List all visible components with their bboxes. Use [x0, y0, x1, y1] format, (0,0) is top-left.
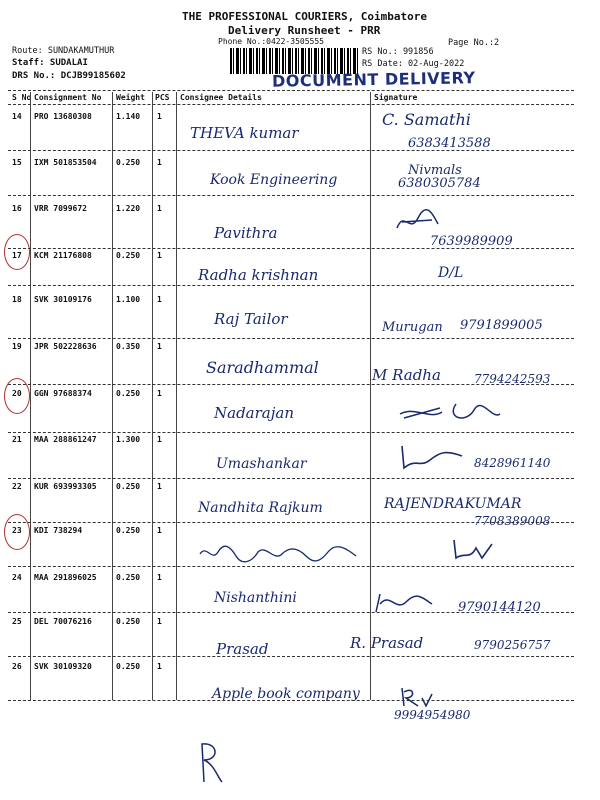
col-divider	[176, 92, 177, 700]
row-weight: 0.250	[116, 573, 141, 582]
row-pcs: 1	[157, 573, 162, 582]
row-pcs: 1	[157, 342, 162, 351]
row-weight: 0.250	[116, 617, 141, 626]
col-signature: Signature	[374, 93, 418, 102]
row-sno: 24	[12, 573, 22, 582]
signature: D/L	[438, 265, 464, 281]
receiver-phone: 8428961140	[474, 456, 551, 470]
header-separator	[8, 104, 574, 105]
row-sno: 23	[12, 526, 22, 535]
signature-scribble	[396, 438, 466, 474]
receiver-phone: 7794242593	[474, 372, 551, 386]
consignee-name: Nandhita Rajkum	[198, 500, 323, 516]
consignee-name: Saradhammal	[206, 358, 319, 377]
row-weight: 1.140	[116, 112, 141, 121]
row-weight: 0.250	[116, 158, 141, 167]
row-weight: 0.350	[116, 342, 141, 351]
page-number: Page No.:2	[448, 38, 500, 48]
route-label: Route: SUNDAKAMUTHUR	[12, 46, 115, 56]
consignee-handwriting-scribble	[196, 540, 366, 566]
drs-number: DRS No.: DCJB99185602	[12, 71, 126, 81]
signature: Nivmals	[408, 163, 462, 178]
row-weight: 1.300	[116, 435, 141, 444]
row-pcs: 1	[157, 251, 162, 260]
row-sno: 22	[12, 482, 22, 491]
consignee-name: THEVA kumar	[190, 124, 299, 142]
row-pcs: 1	[157, 435, 162, 444]
receiver-phone: 6380305784	[398, 176, 481, 191]
row-consignment: VRR 7099672	[34, 204, 87, 213]
consignee-name: Prasad	[216, 640, 269, 658]
signature: R. Prasad	[350, 634, 424, 652]
row-consignment: MAA 288861247	[34, 435, 97, 444]
row-pcs: 1	[157, 526, 162, 535]
row-sno: 19	[12, 342, 22, 351]
col-weight: Weight	[116, 93, 145, 102]
consignee-name: Radha krishnan	[198, 266, 319, 284]
row-separator	[8, 522, 574, 523]
row-consignment: SVK 30109176	[34, 295, 92, 304]
col-sno: S No	[12, 93, 32, 102]
row-consignment: PRO 13680308	[34, 112, 92, 121]
consignee-name: Nadarajan	[214, 404, 294, 422]
row-weight: 0.250	[116, 662, 141, 671]
row-pcs: 1	[157, 482, 162, 491]
document-delivery-stamp: DOCUMENT DELIVERY	[271, 68, 476, 91]
consignee-name: Nishanthini	[214, 590, 297, 606]
row-consignment: IXM 501853504	[34, 158, 97, 167]
row-weight: 0.250	[116, 389, 141, 398]
receiver-phone: 9994954980	[394, 708, 471, 722]
row-consignment: DEL 70076216	[34, 617, 92, 626]
row-separator	[8, 248, 574, 249]
row-pcs: 1	[157, 662, 162, 671]
row-sno: 17	[12, 251, 22, 260]
row-pcs: 1	[157, 617, 162, 626]
row-separator	[8, 285, 574, 286]
receiver-phone: 9791899005	[460, 318, 543, 333]
consignee-name: Pavithra	[214, 224, 278, 242]
table-top-line	[8, 90, 574, 91]
row-consignment: JPR 502228636	[34, 342, 97, 351]
consignee-name: Umashankar	[216, 456, 307, 472]
runsheet-title: Delivery Runsheet - PRR	[228, 24, 381, 37]
row-pcs: 1	[157, 389, 162, 398]
row-separator	[8, 612, 574, 613]
row-sno: 26	[12, 662, 22, 671]
row-consignment: KDI 738294	[34, 526, 83, 535]
rs-date: RS Date: 02-Aug-2022	[362, 59, 465, 69]
row-sno: 18	[12, 295, 22, 304]
row-weight: 0.250	[116, 482, 141, 491]
col-consignee: Consignee Details	[180, 93, 262, 102]
row-sno: 21	[12, 435, 22, 444]
row-weight: 0.250	[116, 251, 141, 260]
row-consignment: GGN 97688374	[34, 389, 92, 398]
col-divider	[30, 92, 31, 700]
row-pcs: 1	[157, 295, 162, 304]
row-consignment: KCM 21176808	[34, 251, 92, 260]
col-divider	[370, 92, 371, 700]
consignee-name: Kook Engineering	[210, 172, 338, 188]
row-consignment: MAA 291896025	[34, 573, 97, 582]
row-sno: 25	[12, 617, 22, 626]
row-sno: 15	[12, 158, 22, 167]
consignee-name: Raj Tailor	[214, 310, 288, 328]
rs-number: RS No.: 991856	[362, 47, 434, 57]
col-divider	[152, 92, 153, 700]
row-consignment: KUR 693993305	[34, 482, 97, 491]
row-weight: 1.220	[116, 204, 141, 213]
signature: Murugan	[382, 320, 443, 335]
receiver-phone: 7708389008	[474, 514, 551, 528]
row-pcs: 1	[157, 204, 162, 213]
signature-scribble	[396, 684, 436, 710]
handwritten-mark	[196, 738, 226, 784]
row-separator	[8, 478, 574, 479]
signature: RAJENDRAKUMAR	[384, 496, 522, 512]
row-consignment: SVK 30109320	[34, 662, 92, 671]
row-sno: 16	[12, 204, 22, 213]
col-consignment: Consignment No	[34, 93, 102, 102]
row-weight: 1.100	[116, 295, 141, 304]
row-sno: 14	[12, 112, 22, 121]
receiver-phone: 9790256757	[474, 638, 551, 652]
signature: M Radha	[372, 366, 441, 384]
row-separator	[8, 566, 574, 567]
row-separator	[8, 656, 574, 657]
signature-scribble	[396, 398, 506, 430]
signature: C. Samathi	[382, 110, 471, 129]
row-pcs: 1	[157, 158, 162, 167]
row-separator	[8, 384, 574, 385]
col-divider	[112, 92, 113, 700]
staff-label: Staff: SUDALAI	[12, 58, 88, 68]
row-separator	[8, 150, 574, 151]
receiver-phone: 6383413588	[408, 136, 491, 151]
row-separator	[8, 432, 574, 433]
row-sno: 20	[12, 389, 22, 398]
receiver-phone: 7639989909	[430, 234, 513, 249]
company-title: THE PROFESSIONAL COURIERS, Coimbatore	[182, 10, 428, 23]
table-bottom-line	[8, 700, 574, 701]
phone-number: Phone No.:0422-3505555	[218, 37, 324, 46]
signature-scribble	[448, 534, 498, 564]
consignee-name: Apple book company	[212, 686, 360, 702]
row-separator	[8, 338, 574, 339]
row-separator	[8, 195, 574, 196]
row-pcs: 1	[157, 112, 162, 121]
receiver-phone: 9790144120	[458, 600, 541, 615]
row-weight: 0.250	[116, 526, 141, 535]
col-pcs: PCS	[155, 93, 170, 102]
